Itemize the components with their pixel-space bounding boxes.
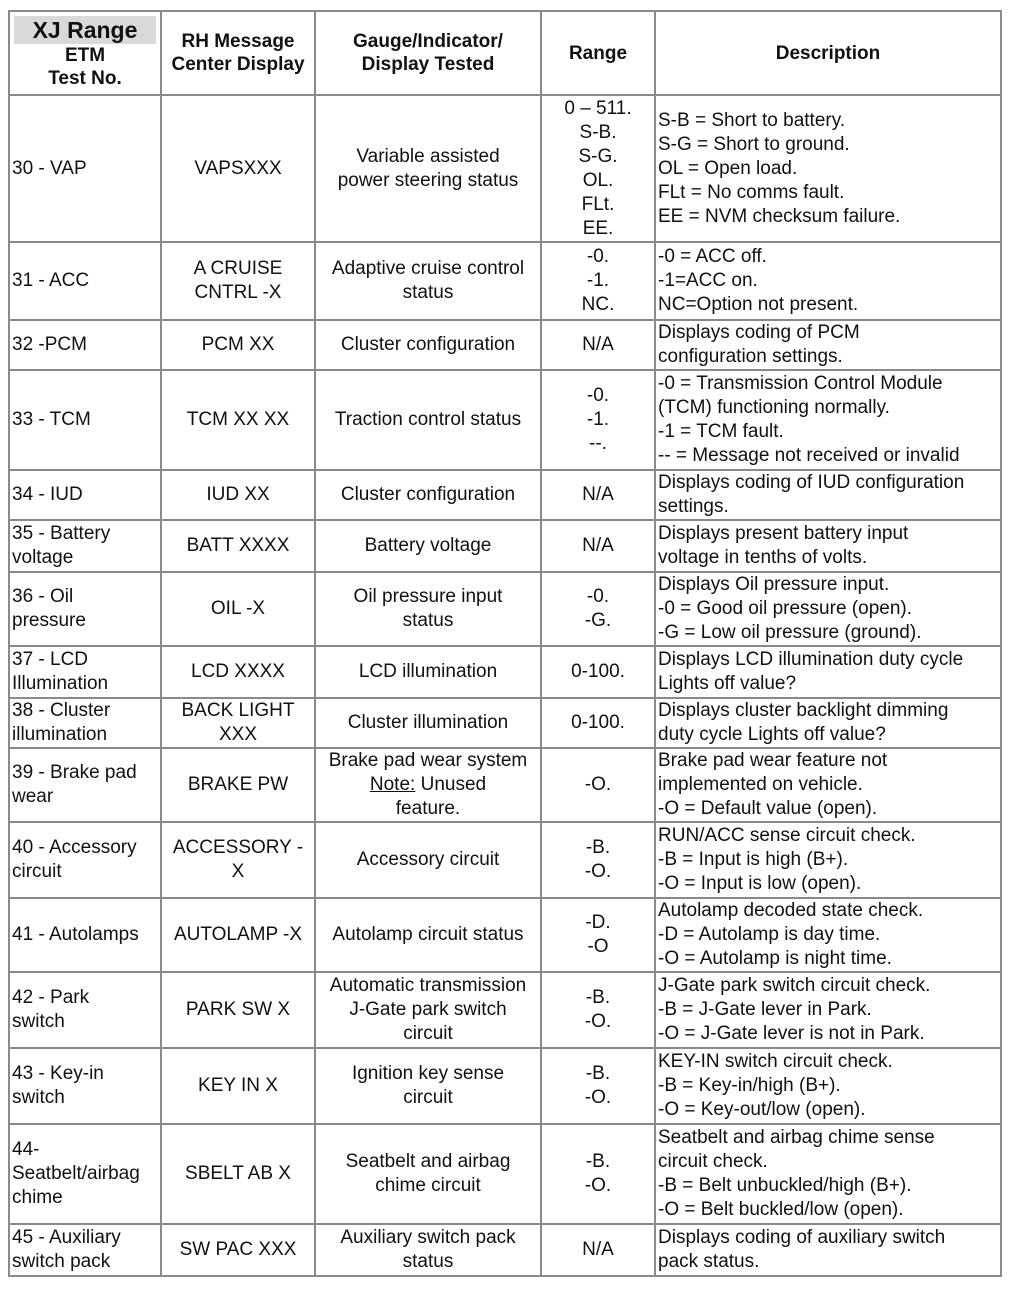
description-cell-line: -O = Autolamp is night time. bbox=[658, 948, 892, 969]
gauge-tested-cell bbox=[315, 370, 541, 470]
message-display-cell-line: BATT XXXX bbox=[186, 535, 290, 556]
gauge-tested-cell-line: J-Gate park switch bbox=[349, 999, 507, 1020]
gauge-tested-cell bbox=[315, 320, 541, 370]
test-number-cell-line: 40 - Accessory bbox=[12, 837, 137, 858]
description-cell-line: Displays LCD illumination duty cycle bbox=[658, 649, 964, 670]
description-cell-line: -B = Key-in/high (B+). bbox=[658, 1075, 841, 1096]
table-row bbox=[9, 1124, 1001, 1224]
test-number-cell bbox=[9, 320, 161, 370]
description-cell bbox=[655, 822, 1001, 898]
range-cell-line: -D. bbox=[585, 912, 611, 933]
description-cell bbox=[655, 370, 1001, 470]
description-cell-line: Lights off value? bbox=[658, 673, 797, 694]
gauge-tested-cell-line: power steering status bbox=[337, 169, 519, 191]
header-range-label: Range bbox=[568, 42, 628, 64]
message-display-cell bbox=[161, 370, 315, 470]
header-description bbox=[655, 11, 1001, 95]
range-cell bbox=[541, 470, 655, 520]
range-cell-line: S-B. bbox=[579, 121, 617, 143]
test-number-cell-line: 35 - Battery bbox=[12, 523, 111, 544]
description-cell-line: Displays present battery input bbox=[658, 523, 909, 544]
header-row bbox=[9, 11, 1001, 95]
range-cell-line: EE. bbox=[582, 217, 614, 239]
header-display bbox=[161, 11, 315, 95]
message-display-cell-line: X bbox=[231, 861, 245, 882]
range-cell bbox=[541, 95, 655, 242]
test-number-cell-line: switch bbox=[12, 1087, 65, 1108]
table-row bbox=[9, 320, 1001, 370]
etm-test-table-sheet bbox=[8, 10, 1000, 1277]
test-number-cell-line: chime bbox=[12, 1187, 63, 1208]
gauge-note-label: Note: bbox=[369, 774, 416, 795]
message-display-cell bbox=[161, 1224, 315, 1276]
description-cell-line: -0 = Transmission Control Module bbox=[658, 373, 943, 394]
range-cell-line: N/A bbox=[582, 1239, 614, 1260]
description-cell-line: implemented on vehicle. bbox=[658, 774, 863, 795]
table-row bbox=[9, 972, 1001, 1048]
description-cell-line: -- = Message not received or invalid bbox=[658, 445, 960, 466]
description-cell bbox=[655, 1124, 1001, 1224]
gauge-tested-cell bbox=[315, 698, 541, 748]
test-number-cell bbox=[9, 1224, 161, 1276]
description-cell bbox=[655, 1224, 1001, 1276]
gauge-tested-cell-line: Cluster configuration bbox=[340, 334, 516, 355]
table-row bbox=[9, 646, 1001, 698]
gauge-tested-cell bbox=[315, 898, 541, 972]
test-number-cell-line: 31 - ACC bbox=[12, 270, 90, 291]
description-cell-line: Seatbelt and airbag chime sense bbox=[658, 1127, 935, 1148]
description-cell-line: EE = NVM checksum failure. bbox=[658, 205, 901, 227]
description-cell-line: -G = Low oil pressure (ground). bbox=[658, 622, 922, 643]
test-number-cell-line: 43 - Key-in bbox=[12, 1063, 104, 1084]
gauge-tested-cell bbox=[315, 520, 541, 572]
message-display-cell-line: BRAKE PW bbox=[187, 774, 289, 795]
gauge-note-line bbox=[318, 773, 538, 797]
range-cell-line: -1. bbox=[586, 270, 610, 291]
description-cell-line: pack status. bbox=[658, 1251, 760, 1272]
range-cell bbox=[541, 748, 655, 822]
message-display-cell bbox=[161, 748, 315, 822]
test-number-cell-line: 32 -PCM bbox=[12, 334, 87, 355]
header-range bbox=[541, 11, 655, 95]
header-description-label: Description bbox=[775, 42, 881, 64]
test-number-cell-line: illumination bbox=[12, 724, 108, 745]
test-number-cell-line: circuit bbox=[12, 861, 62, 882]
header-gauge-line: Gauge/Indicator/ bbox=[353, 31, 503, 52]
description-cell-line: configuration settings. bbox=[658, 346, 843, 367]
test-number-cell bbox=[9, 822, 161, 898]
message-display-cell-line: ACCESSORY - bbox=[172, 837, 304, 858]
description-cell-line: FLt = No comms fault. bbox=[658, 181, 845, 203]
description-cell-line: -0 = ACC off. bbox=[658, 246, 767, 267]
range-cell-line: -O. bbox=[584, 1175, 612, 1196]
gauge-tested-cell-line: Accessory circuit bbox=[356, 849, 500, 870]
range-cell bbox=[541, 520, 655, 572]
message-display-cell bbox=[161, 242, 315, 320]
gauge-tested-cell bbox=[315, 95, 541, 242]
description-cell-line: -O = Default value (open). bbox=[658, 798, 878, 819]
message-display-cell-line: VAPSXXX bbox=[194, 157, 282, 179]
gauge-tested-cell-line: Cluster configuration bbox=[340, 484, 516, 505]
test-number-cell-line: 45 - Auxiliary bbox=[12, 1227, 121, 1248]
range-cell bbox=[541, 822, 655, 898]
description-cell-line: circuit check. bbox=[658, 1151, 768, 1172]
table-row bbox=[9, 95, 1001, 242]
gauge-note-tail: feature. bbox=[395, 798, 461, 819]
range-cell-line: NC. bbox=[581, 294, 615, 315]
test-number-cell bbox=[9, 520, 161, 572]
description-cell bbox=[655, 898, 1001, 972]
test-number-cell bbox=[9, 1124, 161, 1224]
gauge-tested-cell bbox=[315, 1124, 541, 1224]
gauge-tested-cell-line: circuit bbox=[403, 1087, 453, 1108]
description-cell-line: S-B = Short to battery. bbox=[658, 109, 846, 131]
gauge-tested-cell-line: chime circuit bbox=[375, 1175, 481, 1196]
gauge-tested-cell bbox=[315, 646, 541, 698]
description-cell bbox=[655, 972, 1001, 1048]
table-row bbox=[9, 698, 1001, 748]
gauge-tested-cell-line: Automatic transmission bbox=[329, 975, 527, 996]
description-cell-line: Autolamp decoded state check. bbox=[658, 900, 924, 921]
description-cell bbox=[655, 320, 1001, 370]
gauge-tested-cell-line: Ignition key sense bbox=[351, 1063, 505, 1084]
range-cell bbox=[541, 698, 655, 748]
description-cell bbox=[655, 748, 1001, 822]
description-cell-line: RUN/ACC sense circuit check. bbox=[658, 825, 916, 846]
message-display-cell bbox=[161, 646, 315, 698]
message-display-cell-line: A CRUISE bbox=[193, 258, 283, 279]
gauge-tested-cell-line: Brake pad wear system bbox=[328, 750, 528, 771]
description-cell-line: -O = Key-out/low (open). bbox=[658, 1099, 866, 1120]
description-cell-line: Displays coding of IUD configuration bbox=[658, 472, 965, 493]
range-cell-line: N/A bbox=[582, 535, 614, 556]
range-cell bbox=[541, 1048, 655, 1124]
test-number-cell-line: 37 - LCD bbox=[12, 649, 89, 670]
range-cell-line: -0. bbox=[586, 385, 610, 406]
description-cell-line: -1 = TCM fault. bbox=[658, 421, 784, 442]
test-number-cell bbox=[9, 470, 161, 520]
table-row bbox=[9, 370, 1001, 470]
description-cell bbox=[655, 242, 1001, 320]
gauge-tested-cell bbox=[315, 470, 541, 520]
message-display-cell bbox=[161, 1124, 315, 1224]
message-display-cell-line: LCD XXXX bbox=[191, 661, 285, 682]
description-cell-line: (TCM) functioning normally. bbox=[658, 397, 890, 418]
message-display-cell bbox=[161, 470, 315, 520]
description-cell-line: NC=Option not present. bbox=[658, 294, 859, 315]
description-cell bbox=[655, 646, 1001, 698]
description-cell bbox=[655, 698, 1001, 748]
table-row bbox=[9, 822, 1001, 898]
message-display-cell-line: BACK LIGHT bbox=[181, 700, 295, 721]
description-cell-line: -O = Input is low (open). bbox=[658, 873, 862, 894]
gauge-tested-cell bbox=[315, 822, 541, 898]
message-display-cell-line: CNTRL -X bbox=[194, 282, 282, 303]
gauge-tested-cell-line: Battery voltage bbox=[364, 535, 492, 556]
description-cell-line: -D = Autolamp is day time. bbox=[658, 924, 881, 945]
range-cell-line: -O. bbox=[584, 774, 612, 795]
message-display-cell-line: PCM XX bbox=[201, 334, 275, 355]
header-test-line: ETM bbox=[64, 45, 106, 66]
gauge-tested-cell-line: Variable assisted bbox=[356, 145, 500, 167]
gauge-tested-cell bbox=[315, 972, 541, 1048]
gauge-tested-cell-line: Adaptive cruise control bbox=[331, 258, 525, 279]
gauge-tested-cell-line: status bbox=[402, 610, 454, 631]
description-cell bbox=[655, 95, 1001, 242]
xj-range-badge: XJ Range bbox=[14, 16, 156, 44]
table-body bbox=[9, 95, 1001, 1276]
test-number-cell bbox=[9, 698, 161, 748]
description-cell-line: Brake pad wear feature not bbox=[658, 750, 888, 771]
description-cell-line: voltage in tenths of volts. bbox=[658, 547, 868, 568]
message-display-cell bbox=[161, 520, 315, 572]
header-test-no bbox=[9, 11, 161, 95]
range-cell bbox=[541, 898, 655, 972]
gauge-tested-cell-line: Seatbelt and airbag bbox=[345, 1151, 511, 1172]
message-display-cell-line: OIL -X bbox=[210, 598, 266, 619]
header-gauge-line: Display Tested bbox=[361, 54, 495, 75]
range-cell-line: 0 – 511. bbox=[564, 97, 632, 119]
table-row bbox=[9, 898, 1001, 972]
test-number-cell-line: 42 - Park bbox=[12, 987, 90, 1008]
test-number-cell bbox=[9, 898, 161, 972]
range-cell-line: -0. bbox=[586, 586, 610, 607]
test-number-cell-line: 41 - Autolamps bbox=[12, 924, 139, 945]
description-cell-line: Displays coding of PCM bbox=[658, 322, 860, 343]
description-cell-line: S-G = Short to ground. bbox=[658, 133, 850, 155]
table-row bbox=[9, 470, 1001, 520]
message-display-cell bbox=[161, 320, 315, 370]
gauge-tested-cell-line: Traction control status bbox=[334, 409, 522, 430]
range-cell-line: 0-100. bbox=[571, 661, 625, 682]
description-cell-line: -O = Belt buckled/low (open). bbox=[658, 1199, 904, 1220]
description-cell-line: Displays coding of auxiliary switch bbox=[658, 1227, 946, 1248]
gauge-note-text: Unused bbox=[415, 774, 487, 795]
description-cell-line: Displays Oil pressure input. bbox=[658, 574, 890, 595]
test-number-cell bbox=[9, 95, 161, 242]
description-cell-line: -0 = Good oil pressure (open). bbox=[658, 598, 912, 619]
test-number-cell-line: Illumination bbox=[12, 673, 109, 694]
gauge-tested-cell-line: Auxiliary switch pack bbox=[340, 1227, 516, 1248]
description-cell-line: duty cycle Lights off value? bbox=[658, 724, 886, 745]
gauge-tested-cell-line: status bbox=[402, 282, 454, 303]
description-cell-line: J-Gate park switch circuit check. bbox=[658, 975, 931, 996]
range-cell-line: N/A bbox=[582, 334, 614, 355]
message-display-cell-line: SW PAC XXX bbox=[179, 1239, 297, 1260]
range-cell-line: FLt. bbox=[581, 193, 615, 215]
range-cell-line: S-G. bbox=[578, 145, 618, 167]
range-cell-line: -1. bbox=[586, 409, 610, 430]
test-number-cell bbox=[9, 748, 161, 822]
range-cell-line: -G. bbox=[584, 610, 612, 631]
range-cell-line: -O. bbox=[584, 1087, 612, 1108]
description-cell-line: KEY-IN switch circuit check. bbox=[658, 1051, 893, 1072]
gauge-tested-cell bbox=[315, 242, 541, 320]
gauge-tested-cell-line: Cluster illumination bbox=[347, 712, 509, 733]
message-display-cell bbox=[161, 898, 315, 972]
test-number-cell bbox=[9, 1048, 161, 1124]
test-number-cell-line: 30 - VAP bbox=[12, 157, 87, 179]
gauge-tested-cell-line: status bbox=[402, 1251, 454, 1272]
description-cell-line: Displays cluster backlight dimming bbox=[658, 700, 949, 721]
test-number-cell bbox=[9, 242, 161, 320]
message-display-cell-line: IUD XX bbox=[206, 484, 270, 505]
test-number-cell-line: switch pack bbox=[12, 1251, 111, 1272]
gauge-tested-cell-line: Autolamp circuit status bbox=[332, 924, 524, 945]
message-display-cell-line: TCM XX XX bbox=[186, 409, 290, 430]
gauge-tested-cell-line: Oil pressure input bbox=[353, 586, 503, 607]
description-cell-line: settings. bbox=[658, 496, 729, 517]
range-cell-line: --. bbox=[589, 433, 607, 454]
table-row bbox=[9, 748, 1001, 822]
message-display-cell bbox=[161, 1048, 315, 1124]
range-cell bbox=[541, 242, 655, 320]
gauge-tested-cell bbox=[315, 1048, 541, 1124]
test-number-cell bbox=[9, 572, 161, 646]
test-number-cell bbox=[9, 972, 161, 1048]
description-cell bbox=[655, 520, 1001, 572]
test-number-cell bbox=[9, 646, 161, 698]
test-number-cell-line: voltage bbox=[12, 547, 74, 568]
range-cell bbox=[541, 572, 655, 646]
range-cell bbox=[541, 646, 655, 698]
table-row bbox=[9, 572, 1001, 646]
header-display-line: RH Message bbox=[181, 31, 295, 52]
message-display-cell-line: SBELT AB X bbox=[185, 1163, 291, 1184]
test-number-cell-line: pressure bbox=[12, 610, 86, 631]
description-cell-line: OL = Open load. bbox=[658, 157, 798, 179]
description-cell bbox=[655, 572, 1001, 646]
message-display-cell bbox=[161, 95, 315, 242]
header-display-line: Center Display bbox=[171, 54, 305, 75]
range-cell-line: -B. bbox=[585, 987, 611, 1008]
test-number-cell-line: 33 - TCM bbox=[12, 409, 91, 430]
gauge-tested-cell-line: circuit bbox=[403, 1023, 453, 1044]
test-number-cell-line: 38 - Cluster bbox=[12, 700, 111, 721]
test-number-cell-line: 39 - Brake pad bbox=[12, 762, 137, 783]
gauge-tested-cell-line: LCD illumination bbox=[358, 661, 498, 682]
range-cell-line: -B. bbox=[585, 1151, 611, 1172]
table-row bbox=[9, 520, 1001, 572]
etm-test-table bbox=[8, 10, 1002, 1277]
table-row bbox=[9, 1048, 1001, 1124]
description-cell-line: -B = J-Gate lever in Park. bbox=[658, 999, 872, 1020]
description-cell-line: -O = J-Gate lever is not in Park. bbox=[658, 1023, 925, 1044]
range-cell-line: -B. bbox=[585, 1063, 611, 1084]
test-number-cell-line: Seatbelt/airbag bbox=[12, 1163, 140, 1184]
message-display-cell-line: XXX bbox=[218, 724, 258, 745]
message-display-cell-line: KEY IN X bbox=[198, 1075, 278, 1096]
message-display-cell bbox=[161, 822, 315, 898]
message-display-cell-line: AUTOLAMP -X bbox=[173, 924, 303, 945]
description-cell bbox=[655, 470, 1001, 520]
gauge-tested-cell bbox=[315, 572, 541, 646]
range-cell-line: N/A bbox=[582, 484, 614, 505]
range-cell bbox=[541, 972, 655, 1048]
range-cell-line: -B. bbox=[585, 837, 611, 858]
range-cell-line: -0. bbox=[586, 246, 610, 267]
message-display-cell bbox=[161, 972, 315, 1048]
range-cell bbox=[541, 320, 655, 370]
range-cell bbox=[541, 1224, 655, 1276]
test-number-cell-line: 36 - Oil bbox=[12, 586, 74, 607]
range-cell-line: -O bbox=[587, 936, 609, 957]
gauge-tested-cell bbox=[315, 1224, 541, 1276]
header-gauge bbox=[315, 11, 541, 95]
description-cell-line: -B = Belt unbuckled/high (B+). bbox=[658, 1175, 912, 1196]
description-cell bbox=[655, 1048, 1001, 1124]
description-cell-line: -B = Input is high (B+). bbox=[658, 849, 849, 870]
message-display-cell-line: PARK SW X bbox=[185, 999, 291, 1020]
gauge-tested-cell bbox=[315, 748, 541, 822]
test-number-cell bbox=[9, 370, 161, 470]
message-display-cell bbox=[161, 698, 315, 748]
message-display-cell bbox=[161, 572, 315, 646]
table-row bbox=[9, 242, 1001, 320]
range-cell-line: -O. bbox=[584, 861, 612, 882]
range-cell-line: 0-100. bbox=[571, 712, 625, 733]
table-row bbox=[9, 1224, 1001, 1276]
range-cell bbox=[541, 1124, 655, 1224]
header-test-line: Test No. bbox=[48, 68, 122, 89]
range-cell bbox=[541, 370, 655, 470]
range-cell-line: OL. bbox=[582, 169, 614, 191]
test-number-cell-line: switch bbox=[12, 1011, 65, 1032]
test-number-cell-line: wear bbox=[12, 786, 54, 807]
test-number-cell-line: 44- bbox=[12, 1139, 40, 1160]
test-number-cell-line: 34 - IUD bbox=[12, 484, 83, 505]
description-cell-line: -1=ACC on. bbox=[658, 270, 758, 291]
range-cell-line: -O. bbox=[584, 1011, 612, 1032]
